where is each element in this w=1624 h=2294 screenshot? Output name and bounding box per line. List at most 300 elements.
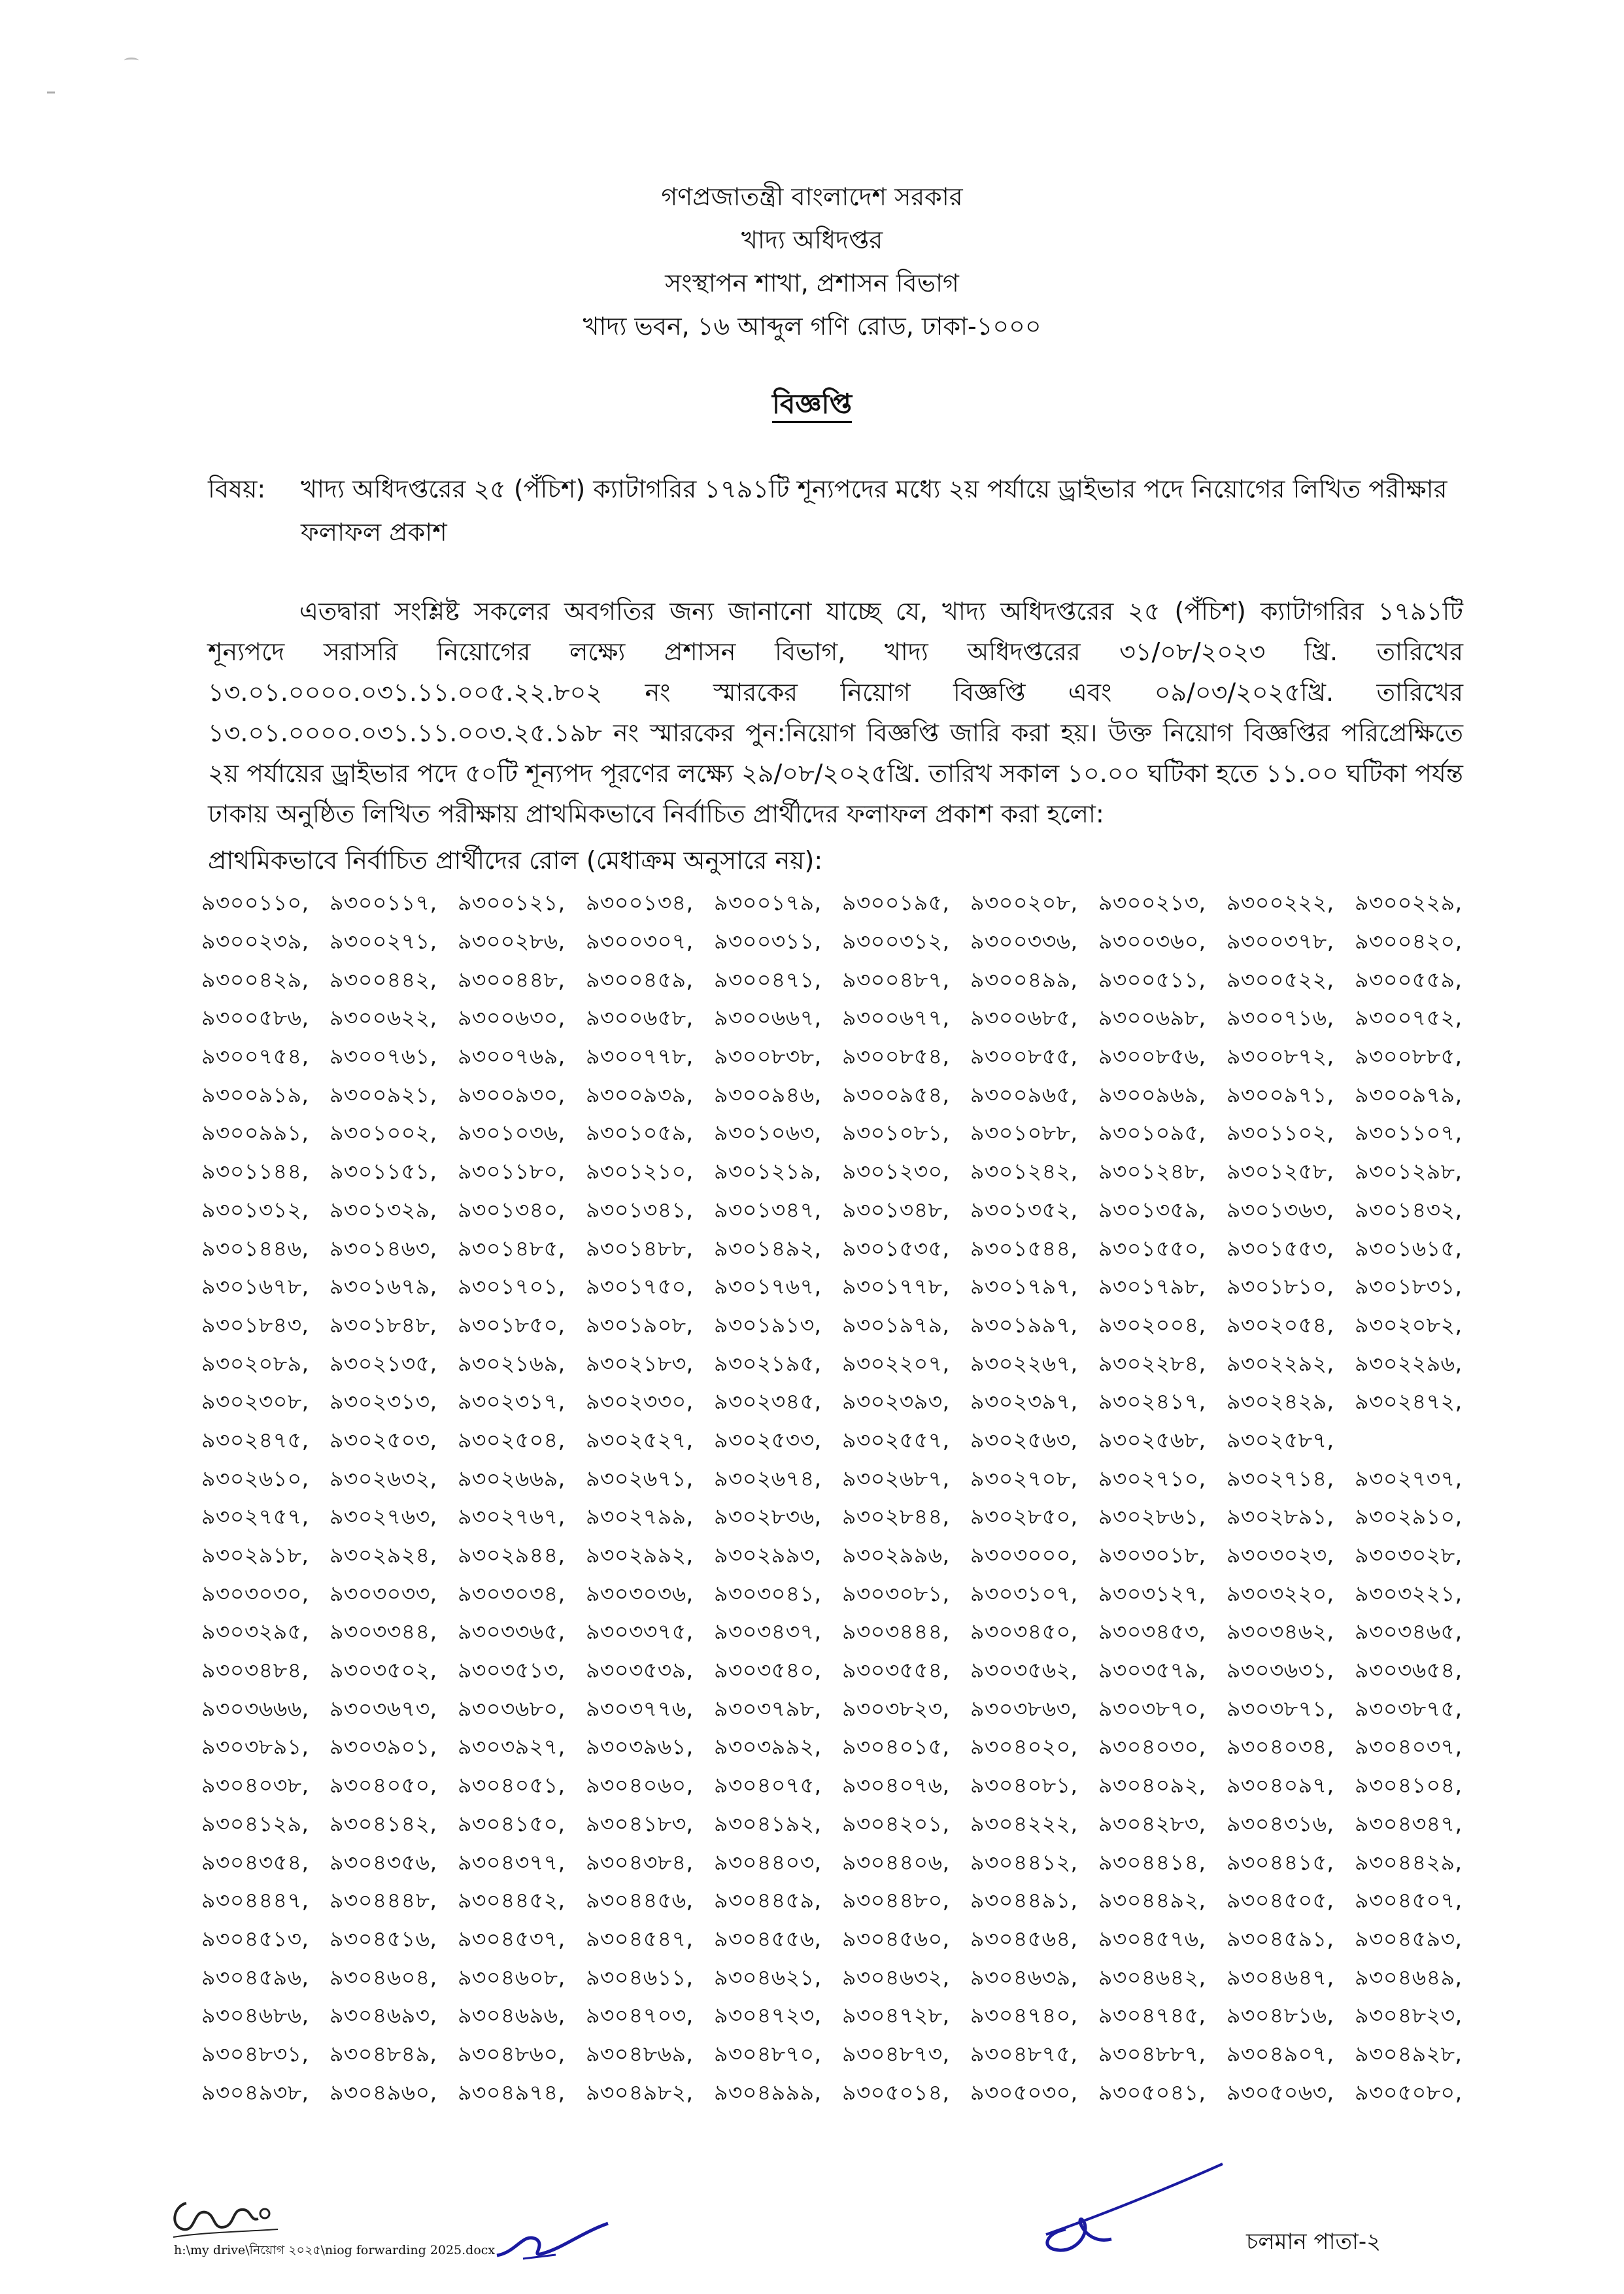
- roll-number: ৯৩০০১৩৪,: [586, 890, 694, 916]
- roll-number: ৯৩০০১২১,: [458, 890, 566, 916]
- roll-number: ৯৩০১৩৪৭,: [714, 1196, 822, 1223]
- roll-number: ৯৩০৪৫৯৩,: [1355, 1925, 1463, 1951]
- roll-number: ৯৩০৩৩৬৫,: [458, 1619, 566, 1645]
- roll-row: [201, 885, 1483, 924]
- notice-title-text: বিজ্ঞপ্তি: [772, 388, 852, 423]
- roll-number: ৯৩০৩৮২৩,: [842, 1695, 950, 1721]
- roll-number: ৯৩০০৭৫২,: [1355, 1005, 1463, 1031]
- roll-number: ৯৩০১৩১২,: [201, 1196, 309, 1223]
- roll-number: ৯৩০০২৮৬,: [458, 928, 566, 954]
- roll-number: ৯৩০৫০৮০,: [1355, 2079, 1463, 2105]
- roll-number: ৯৩০১৯০৮,: [586, 1311, 694, 1338]
- roll-number: ৯৩০০৫১১,: [1098, 966, 1206, 992]
- header-directorate: খাদ্য অধিদপ্তর: [741, 226, 883, 254]
- roll-number: ৯৩০৪৪৯১,: [970, 1887, 1078, 1914]
- roll-number: ৯৩০০৬৫৮,: [586, 1005, 694, 1031]
- header-branch: সংস্থাপন শাখা, প্রশাসন বিভাগ: [665, 269, 959, 297]
- corner-dash-mark: [47, 92, 55, 93]
- roll-number: ৯৩০০৮৭২,: [1226, 1043, 1334, 1070]
- roll-number: ৯৩০০৬৮৫,: [970, 1005, 1078, 1031]
- roll-number: ৯৩০৩৫৪০,: [714, 1657, 822, 1683]
- roll-number: ৯৩০৩৫০২,: [330, 1657, 437, 1683]
- roll-number: ৯৩০১৪৪৬,: [201, 1235, 309, 1261]
- roll-number: ৯৩০৪৪২৯,: [1355, 1849, 1463, 1875]
- roll-number: ৯৩০৩২৯৫,: [201, 1619, 309, 1645]
- roll-number: ৯৩০৩৪৬৫,: [1355, 1619, 1463, 1645]
- roll-row: [201, 1883, 1483, 1921]
- roll-number: ৯৩০২৯২৪,: [330, 1542, 437, 1568]
- roll-number: ৯৩০০৮৩৮,: [714, 1043, 822, 1070]
- roll-number: ৯৩০০৭৭৮,: [586, 1043, 694, 1070]
- roll-number: ৯৩০৩৭৯৮,: [714, 1695, 822, 1721]
- roll-number: ৯৩০০৩৩৬,: [970, 928, 1078, 954]
- roll-number: ৯৩০৪৬৪৭,: [1226, 1964, 1334, 1990]
- subject-block: [208, 467, 1463, 554]
- roll-number: ৯৩০২৩১৩,: [330, 1389, 437, 1415]
- roll-number: ৯৩০১০৫৯,: [586, 1120, 694, 1146]
- roll-number: ৯৩০৪৩১৬,: [1226, 1810, 1334, 1836]
- roll-number: ৯৩০১৮৪৮,: [330, 1311, 437, 1338]
- roll-number: ৯৩০০৯৬৫,: [970, 1081, 1078, 1107]
- roll-number: ৯৩০০২২৯,: [1355, 890, 1463, 916]
- roll-number: ৯৩০০৭৬১,: [330, 1043, 437, 1070]
- roll-row: [201, 924, 1483, 962]
- roll-number: ৯৩০২২৯২,: [1226, 1350, 1334, 1376]
- roll-number: ৯৩০১২৩০,: [842, 1158, 950, 1185]
- subject-label: বিষয়:: [208, 475, 266, 503]
- roll-number: ৯৩০০৯৭৯,: [1355, 1081, 1463, 1107]
- roll-number: ৯৩০২৮৯১,: [1226, 1504, 1334, 1530]
- roll-number: ৯৩০০২১৩,: [1098, 890, 1206, 916]
- roll-number: ৯৩০২৫৫৭,: [842, 1426, 950, 1453]
- roll-number: ৯৩০২২৯৬,: [1355, 1350, 1463, 1376]
- roll-number: ৯৩০১৩৪১,: [586, 1196, 694, 1223]
- roll-number: ৯৩০০৬৩০,: [458, 1005, 566, 1031]
- roll-number: ৯৩০১৯৭৯,: [842, 1311, 950, 1338]
- roll-number: ৯৩০২১৯৫,: [714, 1350, 822, 1376]
- roll-number: ৯৩০২৯১৮,: [201, 1542, 309, 1568]
- roll-number: ৯৩০৩২২০,: [1226, 1580, 1334, 1606]
- notice-body: এতদ্বারা সংশ্লিষ্ট সকলের অবগতির জন্য জানানো যাচ্ছে যে, খাদ্য অধিদপ্তরের ২৫ (পঁচিশ) ক্যাটাগরির ১৭৯১টি শূন্যপদে সরাসরি নিয়োগের লক্ষ্যে প্রশাসন বিভাগ, খাদ্য অধিদপ্তরের ৩১/০৮/২০২৩ খ্রি. তারিখের ১৩.০১.০০০০.০৩১.১১.০০৫.২২.৮০২ নং স্মারকের নিয়োগ বিজ্ঞপ্তি এবং ০৯/০৩/২০২৫খ্রি. তারিখের ১৩.০১.০০০০.০৩১.১১.০০৩.২৫.১৯৮ নং স্মারকের পুন:নিয়োগ বিজ্ঞপ্তি জারি করা হয়। উক্ত নিয়োগ বিজ্ঞপ্তির পরিপ্রেক্ষিতে ২য় পর্যায়ের ড্রাইভার পদে ৫০টি শূন্যপদ পূরণের লক্ষ্যে ২৯/০৮/২০২৫খ্রি. তারিখ সকাল ১০.০০ ঘটিকা হতে ১১.০০ ঘটিকা পর্যন্ত ঢাকায় অনুষ্ঠিত লিখিত পরীক্ষায় প্রাথমিকভাবে নির্বাচিত প্রার্থীদের ফলাফল প্রকাশ করা হলো:: [208, 597, 1463, 828]
- roll-row: [201, 1115, 1483, 1154]
- roll-number: ৯৩০০৪৮৭,: [842, 966, 950, 992]
- roll-number: ৯৩০০৩৬০,: [1098, 928, 1206, 954]
- roll-number: ৯৩০০৯৩০,: [458, 1081, 566, 1107]
- roll-number: ৯৩০২৯৯৩,: [714, 1542, 822, 1568]
- roll-number: ৯৩০৩৪৩৭,: [714, 1619, 822, 1645]
- roll-number: ৯৩০১১৪৪,: [201, 1158, 309, 1185]
- roll-number: ৯৩০০১৯৫,: [842, 890, 950, 916]
- roll-number: ৯৩০৩৯৯২,: [714, 1734, 822, 1760]
- roll-number: ৯৩০৩৯২৭,: [458, 1734, 566, 1760]
- roll-number: ৯৩০৪৪১৫,: [1226, 1849, 1334, 1875]
- roll-number: ৯৩০৩০৪১,: [714, 1580, 822, 1606]
- roll-number: ৯৩০১৪৯২,: [714, 1235, 822, 1261]
- roll-number: ৯৩০৪৪৯২,: [1098, 1887, 1206, 1914]
- roll-number: ৯৩০১৫৪৪,: [970, 1235, 1078, 1261]
- roll-number: ৯৩০১৩৬৩,: [1226, 1196, 1334, 1223]
- roll-number: ৯৩০৩৫৩৯,: [586, 1657, 694, 1683]
- roll-number: ৯৩০৪৬৪৯,: [1355, 1964, 1463, 1990]
- roll-number: ৯৩০২৭৬৩,: [330, 1504, 437, 1530]
- roll-number: ৯৩০০৬৭৭,: [842, 1005, 950, 1031]
- roll-number: ৯৩০২৪৭৫,: [201, 1426, 309, 1453]
- roll-number: ৯৩০৪৪১৪,: [1098, 1849, 1206, 1875]
- roll-number: ৯৩০২৩৯৭,: [970, 1389, 1078, 1415]
- roll-number: ৯৩০৪৬৩৯,: [970, 1964, 1078, 1990]
- roll-list-heading: প্রাথমিকভাবে নির্বাচিত প্রার্থীদের রোল (মেধাক্রম অনুসারে নয়):: [208, 846, 823, 875]
- roll-number: ৯৩০০৫২২,: [1226, 966, 1334, 992]
- roll-number: ৯৩০৪৭৪৫,: [1098, 2002, 1206, 2029]
- roll-number: ৯৩০৪৬০৮,: [458, 1964, 566, 1990]
- roll-number: ৯৩০৩৬৮০,: [458, 1695, 566, 1721]
- roll-row: [201, 1614, 1483, 1653]
- roll-number: ৯৩০৪৬৯৬,: [458, 2002, 566, 2029]
- file-path-footer: h:\my drive\নিয়োগ ২০২৫\niog forwarding 2025.docx: [174, 2243, 496, 2257]
- roll-number: ৯৩০১০৩৬,: [458, 1120, 566, 1146]
- roll-number: ৯৩০০১৭৯,: [714, 890, 822, 916]
- roll-number: ৯৩০৪১৯২,: [714, 1810, 822, 1836]
- roll-row: [201, 1691, 1483, 1729]
- roll-number: ৯৩০৪৬০৪,: [330, 1964, 437, 1990]
- roll-number: ৯৩০০২৩৯,: [201, 928, 309, 954]
- roll-number: ৯৩০৪৫৪৭,: [586, 1925, 694, 1951]
- roll-number: ৯৩০৪০৯৭,: [1226, 1772, 1334, 1798]
- roll-number: ৯৩০৩৬৭৩,: [330, 1695, 437, 1721]
- roll-number: ৯৩০০৮৮৫,: [1355, 1043, 1463, 1070]
- roll-number: ৯৩০৪৭৪০,: [970, 2002, 1078, 2029]
- roll-number: ৯৩০৪৮১৬,: [1226, 2002, 1334, 2029]
- roll-number: ৯৩০১৩৪৮,: [842, 1196, 950, 1223]
- roll-number: ৯৩০৪৪৫৯,: [714, 1887, 822, 1914]
- roll-number: ৯৩০৪৬২১,: [714, 1964, 822, 1990]
- roll-number: ৯৩০৩০২৮,: [1355, 1542, 1463, 1568]
- roll-number: ৯৩০০৯৩৯,: [586, 1081, 694, 1107]
- roll-number: ৯৩০৩৮৭৫,: [1355, 1695, 1463, 1721]
- roll-number: ৯৩০২১৩৫,: [330, 1350, 437, 1376]
- roll-number: ৯৩০০৫৮৬,: [201, 1005, 309, 1031]
- roll-number: ৯৩০৩০২৩,: [1226, 1542, 1334, 1568]
- roll-number: ৯৩০৩০০০,: [970, 1542, 1078, 1568]
- roll-number: ৯৩০৩৬৩১,: [1226, 1657, 1334, 1683]
- roll-number: ৯৩০৪৯২৮,: [1355, 2040, 1463, 2066]
- roll-number: ৯৩০৫০১৪,: [842, 2079, 950, 2105]
- roll-number: ৯৩০২৬৮৭,: [842, 1465, 950, 1491]
- roll-number: ৯৩০৪৬৯৩,: [330, 2002, 437, 2029]
- roll-number: ৯৩০৪৬৩২,: [842, 1964, 950, 1990]
- roll-number: ৯৩০১৭৫০,: [586, 1274, 694, 1300]
- roll-number: ৯৩০২৩১৭,: [458, 1389, 566, 1415]
- roll-number: ৯৩০১৪৩২,: [1355, 1196, 1463, 1223]
- roll-number: ৯৩০৩৫৫৪,: [842, 1657, 950, 1683]
- roll-number: ৯৩০১২৪২,: [970, 1158, 1078, 1185]
- roll-number: ৯৩০০৪৫৯,: [586, 966, 694, 992]
- roll-number: ৯৩০১৮১০,: [1226, 1274, 1334, 1300]
- roll-number: ৯৩০১১০২,: [1226, 1120, 1334, 1146]
- roll-number: ৯৩০৪৮৬০,: [458, 2040, 566, 2066]
- roll-row: [201, 1538, 1483, 1576]
- header-government: গণপ্রজাতন্ত্রী বাংলাদেশ সরকার: [661, 182, 963, 211]
- roll-number: ৯৩০২৪২৯,: [1226, 1389, 1334, 1415]
- roll-row: [201, 962, 1483, 1000]
- roll-number: ৯৩০৪০৮১,: [970, 1772, 1078, 1798]
- roll-number: ৯৩০৪৫৭৬,: [1098, 1925, 1206, 1951]
- roll-row: [201, 1154, 1483, 1192]
- roll-number: ৯৩০৪৫৯১,: [1226, 1925, 1334, 1951]
- roll-number: ৯৩০৩০৮১,: [842, 1580, 950, 1606]
- roll-number: ৯৩০৪১৮৩,: [586, 1810, 694, 1836]
- roll-number: ৯৩০৪৩৫৪,: [201, 1849, 309, 1875]
- roll-number: ৯৩০৪৫৯৬,: [201, 1964, 309, 1990]
- roll-number: ৯৩০৩৬৬৬,: [201, 1695, 309, 1721]
- roll-number: ৯৩০৪৫১৬,: [330, 1925, 437, 1951]
- roll-number: ৯৩০৩৩৭৫,: [586, 1619, 694, 1645]
- roll-number: ৯৩০০৩১১,: [714, 928, 822, 954]
- roll-number: ৯৩০০৫৫৯,: [1355, 966, 1463, 992]
- roll-number: ৯৩০৩৮৯১,: [201, 1734, 309, 1760]
- roll-number: ৯৩০৪০৩৮,: [201, 1772, 309, 1798]
- roll-number: ৯৩০৩৬৫৪,: [1355, 1657, 1463, 1683]
- continued-page-note: চলমান পাতা-২: [1246, 2229, 1381, 2255]
- roll-row: [201, 1460, 1483, 1499]
- roll-number: ৯৩০৪৬৮৬,: [201, 2002, 309, 2029]
- roll-number: ৯৩০৩৪৮৪,: [201, 1657, 309, 1683]
- roll-number: ৯৩০২৭১৪,: [1226, 1465, 1334, 1491]
- roll-number: ৯৩০১৪৮৫,: [458, 1235, 566, 1261]
- roll-number: ৯৩০২৬৭৪,: [714, 1465, 822, 1491]
- roll-number: ৯৩০৩০৩৬,: [586, 1580, 694, 1606]
- roll-number: ৯৩০০৯৫৪,: [842, 1081, 950, 1107]
- roll-number: ৯৩০৪২০১,: [842, 1810, 950, 1836]
- roll-number: ৯৩০১১৫১,: [330, 1158, 437, 1185]
- roll-number: ৯৩০৪০৯২,: [1098, 1772, 1206, 1798]
- roll-number: ৯৩০৩৪৫৩,: [1098, 1619, 1206, 1645]
- roll-number: ৯৩০০৯৯১,: [201, 1120, 309, 1146]
- roll-number: ৯৩০২৬৩২,: [330, 1465, 437, 1491]
- roll-number: ৯৩০২৯১০,: [1355, 1504, 1463, 1530]
- roll-number: ৯৩০০৮৫৪,: [842, 1043, 950, 1070]
- roll-number: ৯৩০৩০৩৩,: [330, 1580, 437, 1606]
- roll-row: [201, 1077, 1483, 1115]
- roll-number: ৯৩০৪০২০,: [970, 1734, 1078, 1760]
- roll-number: ৯৩০৪৯৭৪,: [458, 2079, 566, 2105]
- roll-row: [201, 1576, 1483, 1614]
- roll-row: [201, 1959, 1483, 1998]
- roll-number: ৯৩০৪১৪২,: [330, 1810, 437, 1836]
- roll-number: ৯৩০০৯৬৯,: [1098, 1081, 1206, 1107]
- roll-number-list: [201, 885, 1483, 2113]
- roll-number: ৯৩০১৭৯৭,: [970, 1274, 1078, 1300]
- roll-number: ৯৩০৪৫১৩,: [201, 1925, 309, 1951]
- roll-row: [201, 1230, 1483, 1269]
- roll-number: ৯৩০১৯১৩,: [714, 1311, 822, 1338]
- roll-number: ৯৩০১৮৪৩,: [201, 1311, 309, 1338]
- roll-number: ৯৩০১১০৭,: [1355, 1120, 1463, 1146]
- roll-number: ৯৩০৪৮৩১,: [201, 2040, 309, 2066]
- roll-number: ৯৩০১০৮১,: [842, 1120, 950, 1146]
- roll-number: ৯৩০৪৬১১,: [586, 1964, 694, 1990]
- roll-row: [201, 1000, 1483, 1039]
- roll-number: ৯৩০৩০৩৪,: [458, 1580, 566, 1606]
- roll-number: ৯৩০২৮৪৪,: [842, 1504, 950, 1530]
- roll-number: ৯৩০১৭৯৮,: [1098, 1274, 1206, 1300]
- roll-number: ৯৩০০৩০৭,: [586, 928, 694, 954]
- roll-number: ৯৩০১২৪৮,: [1098, 1158, 1206, 1185]
- roll-number: ৯৩০৪৩৮৪,: [586, 1849, 694, 1875]
- roll-number: ৯৩০২৮৬১,: [1098, 1504, 1206, 1530]
- roll-number: ৯৩০৪০৩০,: [1098, 1734, 1206, 1760]
- roll-number: ৯৩০৩৯৬১,: [586, 1734, 694, 1760]
- roll-number: ৯৩০০৪২০,: [1355, 928, 1463, 954]
- roll-number: ৯৩০৪৭২৮,: [842, 2002, 950, 2029]
- roll-number: ৯৩০৪৫০৫,: [1226, 1887, 1334, 1914]
- roll-number: ৯৩০২৫৬৩,: [970, 1426, 1078, 1453]
- roll-number: ৯৩০৪৩৭৭,: [458, 1849, 566, 1875]
- roll-number: ৯৩০৩৮৬৩,: [970, 1695, 1078, 1721]
- roll-number: ৯৩০১২৯৮,: [1355, 1158, 1463, 1185]
- roll-number: ৯৩০৪৮৭৫,: [970, 2040, 1078, 2066]
- subject-text: খাদ্য অধিদপ্তরের ২৫ (পঁচিশ) ক্যাটাগরির ১৭৯১টি শূন্যপদের মধ্যে ২য় পর্যায়ে ড্রাইভার পদে নিয়োগের লিখিত পরীক্ষার ফলাফল প্রকাশ: [301, 475, 1447, 547]
- roll-number: ৯৩০৪০৫০,: [330, 1772, 437, 1798]
- initial-signature-middle: [484, 2219, 615, 2265]
- roll-number: ৯৩০৪৫৬৪,: [970, 1925, 1078, 1951]
- roll-row: [201, 1806, 1483, 1845]
- roll-number: ৯৩০০৪৯৯,: [970, 966, 1078, 992]
- roll-number: ৯৩০৩০৩০,: [201, 1580, 309, 1606]
- roll-number: ৯৩০৩৮৭১,: [1226, 1695, 1334, 1721]
- roll-number: ৯৩০৪৫৫৬,: [714, 1925, 822, 1951]
- roll-number: ৯৩০৪২২২,: [970, 1810, 1078, 1836]
- roll-number: ৯৩০৪৮৬৯,: [586, 2040, 694, 2066]
- roll-number: ৯৩০০২৭১,: [330, 928, 437, 954]
- roll-number: ৯৩০৩৪৪৪,: [842, 1619, 950, 1645]
- roll-row: [201, 1998, 1483, 2036]
- roll-row: [201, 1921, 1483, 1960]
- roll-number: ৯৩০৪৫০৭,: [1355, 1887, 1463, 1914]
- roll-number: ৯৩০১৪৬৩,: [330, 1235, 437, 1261]
- roll-number: ৯৩০৩৫৬২,: [970, 1657, 1078, 1683]
- roll-number: ৯৩০২৫২৭,: [586, 1426, 694, 1453]
- roll-number: ৯৩০৪০৩৭,: [1355, 1734, 1463, 1760]
- roll-number: ৯৩০১৩৪০,: [458, 1196, 566, 1223]
- roll-number: ৯৩০২০০৪,: [1098, 1311, 1206, 1338]
- roll-number: ৯৩০১৫৫৩,: [1226, 1235, 1334, 1261]
- roll-number: ৯৩০৪৪৫২,: [458, 1887, 566, 1914]
- notice-title: [0, 382, 1624, 429]
- roll-number: ৯৩০২৭৯৯,: [586, 1504, 694, 1530]
- roll-number: ৯৩০০৬২২,: [330, 1005, 437, 1031]
- roll-number: ৯৩০৪৪৪৮,: [330, 1887, 437, 1914]
- roll-number: ৯৩০২২৬৭,: [970, 1350, 1078, 1376]
- roll-number: ৯৩০০৯১৯,: [201, 1081, 309, 1107]
- roll-number: ৯৩০৩৪৫০,: [970, 1619, 1078, 1645]
- roll-number: ৯৩০৪৯৯৯,: [714, 2079, 822, 2105]
- roll-number: ৯৩০৪০৩৪,: [1226, 1734, 1334, 1760]
- roll-number: ৯৩০১২৫৮,: [1226, 1158, 1334, 1185]
- roll-row: [201, 2036, 1483, 2075]
- signature-right: [1020, 2157, 1229, 2255]
- roll-row: [201, 1307, 1483, 1346]
- roll-number: ৯৩০৪৯৩৮,: [201, 2079, 309, 2105]
- roll-row: [201, 1499, 1483, 1538]
- roll-number: ৯৩০৩৯০১,: [330, 1734, 437, 1760]
- corner-speck-mark: [124, 58, 139, 63]
- roll-number: ৯৩০২৫৩৩,: [714, 1426, 822, 1453]
- roll-number: ৯৩০২৩৪৫,: [714, 1389, 822, 1415]
- letterhead: [0, 175, 1624, 348]
- roll-number: ৯৩০৪৭২৩,: [714, 2002, 822, 2029]
- roll-row: [201, 2074, 1483, 2113]
- roll-number: ৯৩০৩১২৭,: [1098, 1580, 1206, 1606]
- roll-number: ৯৩০৩৫১৩,: [458, 1657, 566, 1683]
- roll-number: ৯৩০৫০৪১,: [1098, 2079, 1206, 2105]
- roll-number: ৯৩০১০০২,: [330, 1120, 437, 1146]
- roll-number: ৯৩০৪৪০৬,: [842, 1849, 950, 1875]
- roll-row: [201, 1384, 1483, 1423]
- roll-number: ৯৩০২৮৩৬,: [714, 1504, 822, 1530]
- roll-number: ৯৩০২৯৯২,: [586, 1542, 694, 1568]
- roll-number: ৯৩০১৮৩১,: [1355, 1274, 1463, 1300]
- roll-number: ৯৩০২৭০৮,: [970, 1465, 1078, 1491]
- roll-number: ৯৩০০৭১৬,: [1226, 1005, 1334, 1031]
- roll-number: ৯৩০১৬৭৮,: [201, 1274, 309, 1300]
- roll-number: ৯৩০২৩০৮,: [201, 1389, 309, 1415]
- roll-number: ৯৩০০৯৪৬,: [714, 1081, 822, 1107]
- roll-number: ৯৩০৩২২১,: [1355, 1580, 1463, 1606]
- roll-number: ৯৩০৪৯৮২,: [586, 2079, 694, 2105]
- roll-number: ৯৩০১৪৮৮,: [586, 1235, 694, 1261]
- roll-number: ৯৩০০১১৭,: [330, 890, 437, 916]
- roll-number: ৯৩০১৭৭৮,: [842, 1274, 950, 1300]
- roll-number: ৯৩০৪১২৯,: [201, 1810, 309, 1836]
- roll-number: ৯৩০২২০৭,: [842, 1350, 950, 1376]
- roll-number: ৯৩০২৩৩০,: [586, 1389, 694, 1415]
- roll-number: ৯৩০১৬১৫,: [1355, 1235, 1463, 1261]
- roll-row: [201, 1345, 1483, 1384]
- roll-row: [201, 1423, 1483, 1461]
- roll-number: ৯৩০১২১০,: [586, 1158, 694, 1185]
- roll-number: ৯৩০১০৮৮,: [970, 1120, 1078, 1146]
- roll-number: ৯৩০০২২২,: [1226, 890, 1334, 916]
- roll-number: ৯৩০০৯২১,: [330, 1081, 437, 1107]
- roll-number: ৯৩০২০৮৯,: [201, 1350, 309, 1376]
- header-address: খাদ্য ভবন, ১৬ আব্দুল গণি রোড, ঢাকা-১০০০: [583, 312, 1041, 341]
- roll-number: ৯৩০৪৯৬০,: [330, 2079, 437, 2105]
- roll-row: [201, 1192, 1483, 1231]
- roll-number: ৯৩০০৮৫৬,: [1098, 1043, 1206, 1070]
- roll-number: ৯৩০১৫৩৫,: [842, 1235, 950, 1261]
- roll-number: ৯৩০৪১৫০,: [458, 1810, 566, 1836]
- roll-number: ৯৩০২৭৩৭,: [1355, 1465, 1463, 1491]
- roll-number: ৯৩০২৭৬৭,: [458, 1504, 566, 1530]
- roll-number: ৯৩০৪৮৭০,: [714, 2040, 822, 2066]
- roll-number: ৯৩০৩৫৭৯,: [1098, 1657, 1206, 1683]
- roll-number: ৯৩০৪৪১২,: [970, 1849, 1078, 1875]
- roll-number: ৯৩০০৮৫৫,: [970, 1043, 1078, 1070]
- roll-number: ৯৩০৪৫৩৭,: [458, 1925, 566, 1951]
- roll-number: ৯৩০৪৬৪২,: [1098, 1964, 1206, 1990]
- roll-number: ৯৩০২৫০৩,: [330, 1426, 437, 1453]
- roll-number: ৯৩০০৭৬৯,: [458, 1043, 566, 1070]
- roll-number: ৯৩০৪৪৫৬,: [586, 1887, 694, 1914]
- roll-number: ৯৩০৪৫৬০,: [842, 1925, 950, 1951]
- roll-number: ৯৩০০৪৭১,: [714, 966, 822, 992]
- roll-number: ৯৩০৪৮২৩,: [1355, 2002, 1463, 2029]
- roll-number: ৯৩০০১১০,: [201, 890, 309, 916]
- roll-number: ৯৩০১৮৫০,: [458, 1311, 566, 1338]
- roll-number: ৯৩০১৭০১,: [458, 1274, 566, 1300]
- roll-number: ৯৩০৪৩৪৭,: [1355, 1810, 1463, 1836]
